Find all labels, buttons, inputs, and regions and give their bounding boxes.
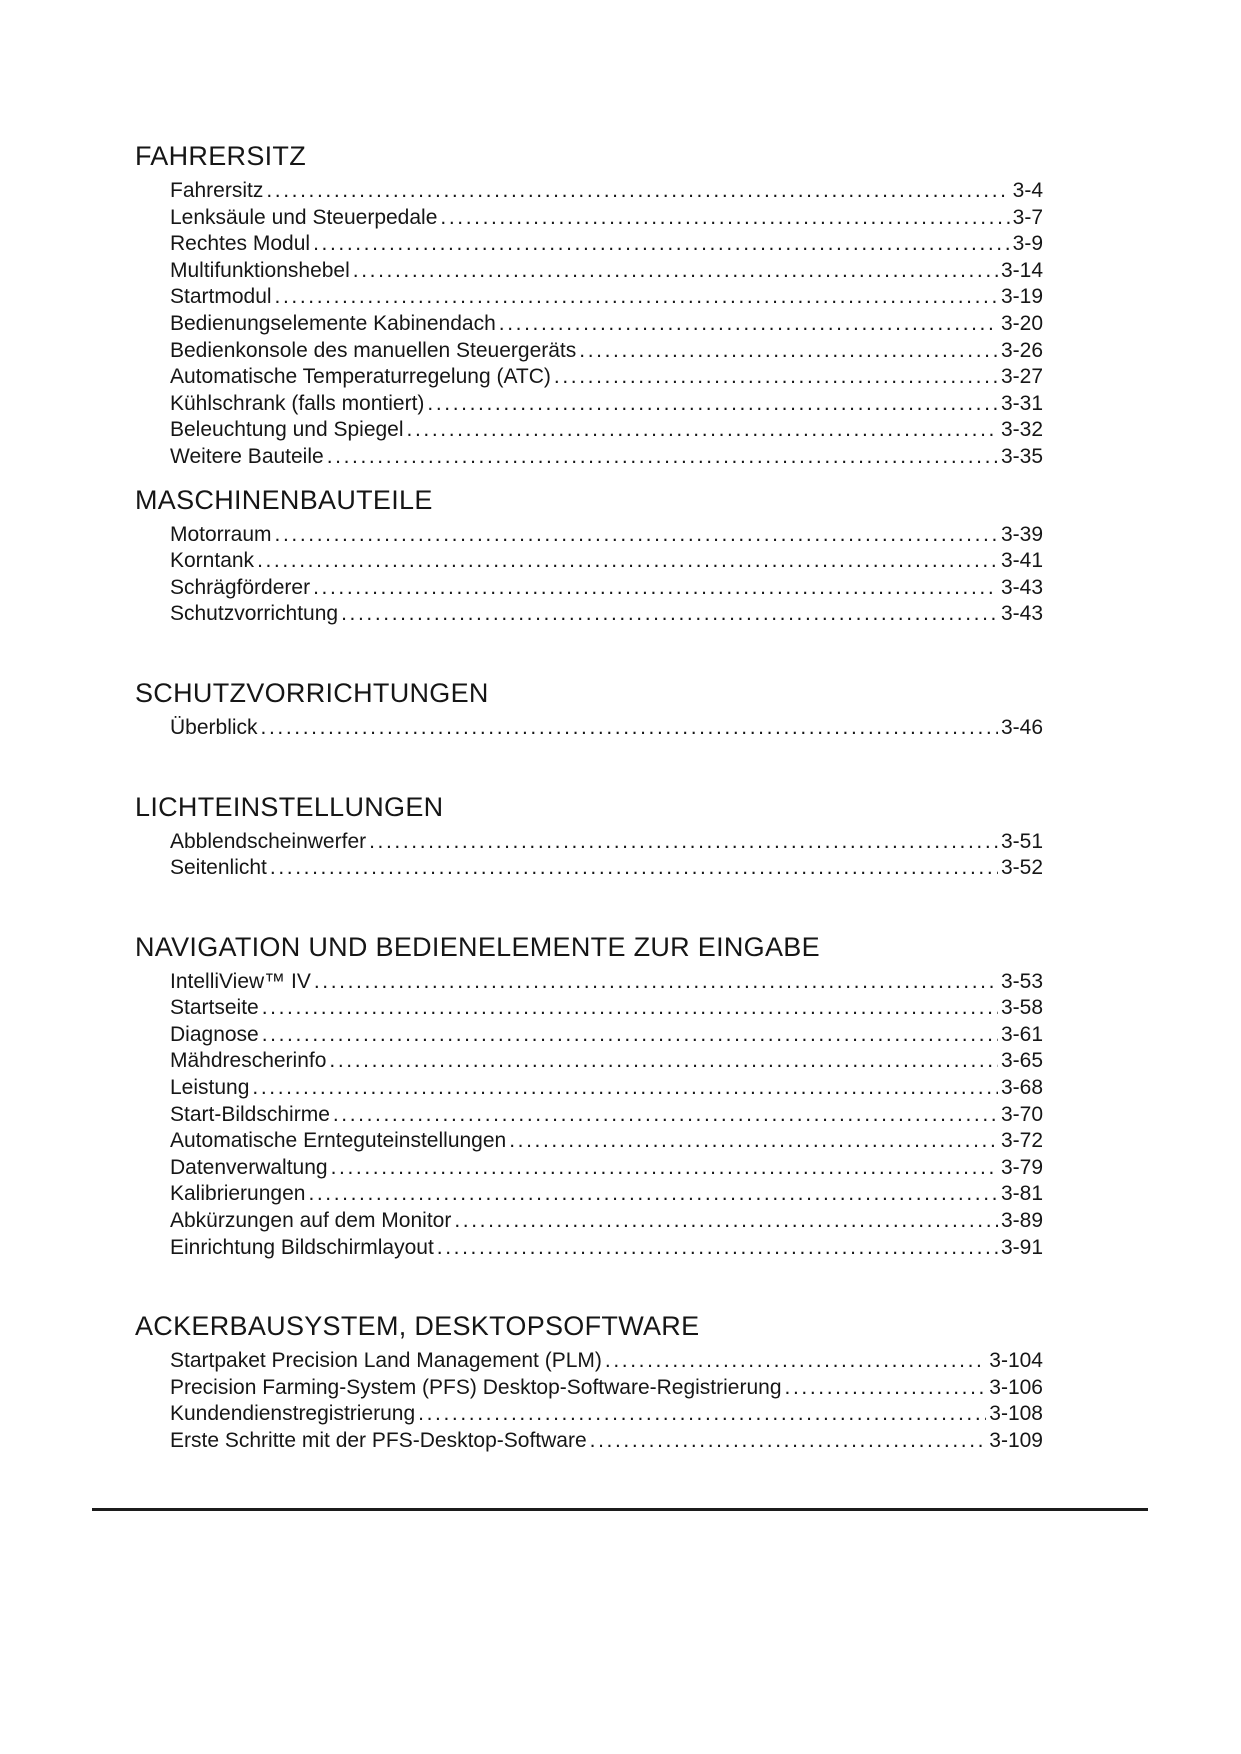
toc-entry-label: Weitere Bauteile (170, 444, 324, 468)
toc-entry-label: Beleuchtung und Spiegel (170, 418, 404, 442)
toc-entry-page: 3-31 (1000, 391, 1043, 415)
section-entries (135, 969, 1043, 1262)
toc-entry (170, 1348, 1043, 1375)
toc-entry-page: 3-108 (989, 1402, 1043, 1426)
toc-entry-page: 3-19 (1000, 285, 1043, 309)
toc-entry (170, 231, 1043, 258)
toc-entry (170, 601, 1043, 628)
toc-entry (170, 548, 1043, 575)
toc-entry (170, 178, 1043, 205)
toc-entry-page: 3-43 (1000, 575, 1043, 599)
dot-leader (252, 1075, 998, 1102)
toc-entry-label: Automatische Temperaturregelung (ATC) (170, 365, 551, 389)
toc-entry (170, 258, 1043, 285)
toc-entry-label: Kühlschrank (falls montiert) (170, 391, 425, 415)
toc-entry (170, 1235, 1043, 1262)
toc-entry-label: Lenksäule und Steuerpedale (170, 205, 438, 229)
dot-leader (785, 1375, 987, 1402)
toc-entry-page: 3-104 (989, 1349, 1043, 1373)
section-title: ACKERBAUSYSTEM, DESKTOPSOFTWARE (135, 1311, 700, 1342)
toc-entry-page: 3-89 (1000, 1209, 1043, 1233)
toc-entry (170, 969, 1043, 996)
toc-entry (170, 829, 1043, 856)
section-entries (135, 715, 1043, 742)
dot-leader (579, 338, 998, 365)
toc-entry-label: Datenverwaltung (170, 1155, 328, 1179)
dot-leader (266, 178, 1009, 205)
toc-entry-label: Startseite (170, 996, 259, 1020)
toc-entry-label: Einrichtung Bildschirmlayout (170, 1235, 434, 1259)
dot-leader (261, 715, 998, 742)
toc-entry (170, 364, 1043, 391)
toc-entry-label: Diagnose (170, 1022, 259, 1046)
toc-entry-page: 3-72 (1000, 1129, 1043, 1153)
toc-entry-page: 3-58 (1000, 996, 1043, 1020)
toc-entry-page: 3-32 (1000, 418, 1043, 442)
section-title: LICHTEINSTELLUNGEN (135, 791, 444, 822)
toc-entry (170, 855, 1043, 882)
footer-rule (92, 1508, 1148, 1511)
toc-entry-page: 3-7 (1012, 205, 1043, 229)
toc-entry-page: 3-41 (1000, 549, 1043, 573)
toc-entry-label: Precision Farming-System (PFS) Desktop-Software-Registrierung (170, 1375, 782, 1399)
dot-leader (454, 1208, 998, 1235)
dot-leader (262, 995, 998, 1022)
toc-entry-label: Abblendscheinwerfer (170, 829, 367, 853)
section-entries (135, 178, 1043, 471)
toc-entry (170, 1428, 1043, 1455)
toc-entry-label: Startmodul (170, 285, 272, 309)
toc-entry-label: Kalibrierungen (170, 1182, 306, 1206)
toc-entry-page: 3-27 (1000, 365, 1043, 389)
toc-entry (170, 522, 1043, 549)
toc-entry-label: Bedienungselemente Kabinendach (170, 311, 496, 335)
dot-leader (407, 417, 998, 444)
toc-entry-label: Leistung (170, 1076, 250, 1100)
toc-entry (170, 391, 1043, 418)
toc-entry (170, 1102, 1043, 1129)
toc-entry (170, 284, 1043, 311)
dot-leader (327, 444, 998, 471)
toc-entry (170, 995, 1043, 1022)
toc-entry-page: 3-91 (1000, 1235, 1043, 1259)
toc-entry-label: Fahrersitz (170, 179, 264, 202)
dot-leader (257, 548, 998, 575)
toc-entry-page: 3-4 (1012, 179, 1043, 202)
toc-entry (170, 1401, 1043, 1428)
toc-entry-label: Erste Schritte mit der PFS-Desktop-Software (170, 1429, 587, 1452)
toc-entry (170, 1155, 1043, 1182)
dot-leader (275, 284, 998, 311)
dot-leader (341, 601, 998, 628)
toc-section (135, 140, 1043, 471)
dot-leader (314, 969, 998, 996)
toc-entry (170, 1181, 1043, 1208)
toc-entry (170, 417, 1043, 444)
toc-entry-label: Schrägförderer (170, 575, 311, 599)
toc-entry-label: Start-Bildschirme (170, 1102, 330, 1126)
toc-entry (170, 1208, 1043, 1235)
toc-entry-label: Rechtes Modul (170, 232, 311, 256)
dot-leader (590, 1428, 987, 1455)
dot-leader (275, 522, 998, 549)
toc-entry-page: 3-26 (1000, 338, 1043, 362)
toc-entry-page: 3-14 (1000, 258, 1043, 282)
toc-entry (170, 1375, 1043, 1402)
dot-leader (313, 575, 998, 602)
toc-entry-page: 3-52 (1000, 856, 1043, 880)
toc-entry-page: 3-53 (1000, 969, 1043, 993)
dot-leader (308, 1181, 998, 1208)
dot-leader (437, 1235, 998, 1262)
toc-entry-page: 3-65 (1000, 1049, 1043, 1073)
toc-entry-label: Automatische Ernteguteinstellungen (170, 1129, 507, 1153)
toc-entry (170, 1075, 1043, 1102)
dot-leader (333, 1102, 998, 1129)
dot-leader (329, 1048, 998, 1075)
toc-entry-label: Multifunktionshebel (170, 258, 350, 282)
dot-leader (554, 364, 998, 391)
toc-entry-label: Bedienkonsole des manuellen Steuergeräts (170, 338, 577, 362)
toc-entry-label: Schutzvorrichtung (170, 602, 339, 626)
toc-section (135, 484, 1043, 628)
toc-entry-label: Startpaket Precision Land Management (PLM) (170, 1349, 602, 1373)
toc-entry (170, 1048, 1043, 1075)
section-title: FAHRERSITZ (135, 141, 307, 171)
toc-entry-page: 3-39 (1000, 522, 1043, 546)
dot-leader (270, 855, 998, 882)
section-entries (135, 522, 1043, 628)
toc-entry-page: 3-106 (989, 1375, 1043, 1399)
dot-leader (499, 311, 998, 338)
section-title: NAVIGATION UND BEDIENELEMENTE ZUR EINGABE (135, 931, 820, 962)
toc-entry-page: 3-46 (1000, 715, 1043, 739)
toc-entry (170, 444, 1043, 471)
toc-entry (170, 715, 1043, 742)
section-entries (135, 829, 1043, 882)
section-title: MASCHINENBAUTEILE (135, 484, 433, 515)
toc-entry (170, 575, 1043, 602)
toc-entry-page: 3-20 (1000, 311, 1043, 335)
toc-section (135, 791, 1043, 882)
toc-entry-page: 3-109 (989, 1429, 1043, 1452)
toc-entry-page: 3-61 (1000, 1022, 1043, 1046)
toc-entry-label: Kundendienstregistrierung (170, 1402, 416, 1426)
dot-leader (369, 829, 998, 856)
toc-entry (170, 1022, 1043, 1049)
toc-entry-label: Seitenlicht (170, 856, 267, 880)
dot-leader (509, 1128, 998, 1155)
dot-leader (440, 205, 1009, 232)
toc-entry-page: 3-35 (1000, 444, 1043, 468)
dot-leader (331, 1155, 998, 1182)
toc-entry-page: 3-79 (1000, 1155, 1043, 1179)
toc-entry-page: 3-81 (1000, 1182, 1043, 1206)
toc-entry-label: IntelliView™ IV (170, 969, 311, 993)
toc-entry (170, 205, 1043, 232)
dot-leader (605, 1348, 986, 1375)
toc-section (135, 677, 1043, 742)
dot-leader (353, 258, 998, 285)
toc-entry-page: 3-9 (1012, 232, 1043, 256)
toc-section (135, 1310, 1043, 1454)
dot-leader (427, 391, 998, 418)
toc-entry-label: Überblick (170, 715, 258, 739)
toc-entry-label: Korntank (170, 549, 255, 573)
toc-entry-page: 3-70 (1000, 1102, 1043, 1126)
toc-entry (170, 311, 1043, 338)
toc-entry-page: 3-51 (1000, 829, 1043, 853)
toc-entry-label: Mähdrescherinfo (170, 1049, 327, 1073)
toc-entry-label: Motorraum (170, 522, 272, 546)
toc-entry-page: 3-68 (1000, 1076, 1043, 1100)
toc-entry-page: 3-43 (1000, 602, 1043, 626)
section-title: SCHUTZVORRICHTUNGEN (135, 677, 489, 708)
toc-sections (135, 140, 1043, 1455)
toc-section (135, 931, 1043, 1262)
toc-entry-label: Abkürzungen auf dem Monitor (170, 1209, 452, 1233)
toc-entry (170, 338, 1043, 365)
dot-leader (418, 1401, 986, 1428)
section-entries (135, 1348, 1043, 1454)
toc-entry (170, 1128, 1043, 1155)
dot-leader (262, 1022, 998, 1049)
dot-leader (313, 231, 1010, 258)
